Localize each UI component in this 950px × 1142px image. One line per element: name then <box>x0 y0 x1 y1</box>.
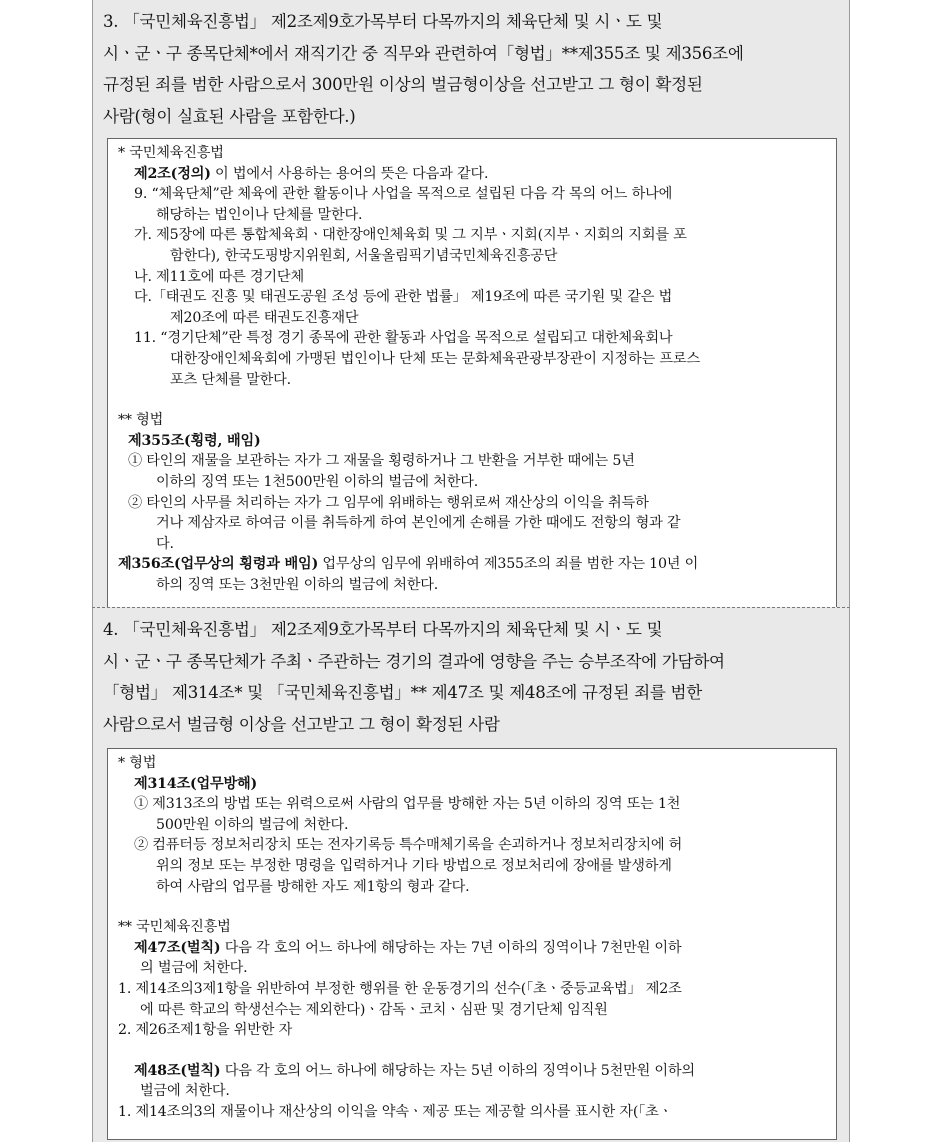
article-title: 제2조(정의) <box>134 165 211 182</box>
paragraph-line: ② 타인의 사무를 처리하는 자가 그 임무에 위배하는 행위로써 재산상의 이익을 취득하 <box>128 494 649 511</box>
item-line: 2. 제26조제1항을 위반한 자 <box>118 1022 293 1039</box>
paragraph-line: ① 제313조의 방법 또는 위력으로써 사람의 업무를 방해한 자는 5년 이하의 징역 또는 1천 <box>134 796 681 813</box>
heading-line: 4. 「국민체육진흥법」 제2조제9호가목부터 다목까지의 체육단체 및 시ㆍ도 및 <box>103 620 663 639</box>
item-line: 대한장애인체육회에 가맹된 법인이나 단체 또는 문화체육관광부장관이 지정하는 프로스 <box>170 350 700 367</box>
article-text: 업무상의 임무에 위배하여 제355조의 죄를 범한 자는 10년 이 <box>318 556 699 573</box>
item-line: 1. 제14조의3의 재물이나 재산상의 이익을 약속ㆍ제공 또는 제공할 의사를 표시한 자(「초ㆍ <box>118 1103 673 1120</box>
article-line: 하의 징역 또는 3천만원 이하의 벌금에 처한다. <box>156 576 439 593</box>
article-line <box>118 164 826 185</box>
paragraph-line: 500만원 이하의 벌금에 처한다. <box>156 816 349 833</box>
footnote-star: * 국민체육진흥법 <box>118 145 224 161</box>
sub-item-line: 가. 제5장에 따른 통합체육회ㆍ대한장애인체육회 및 그 지부ㆍ지회(지부ㆍ지회의 지회를 포 <box>134 227 687 244</box>
paragraph-line: 다. <box>156 535 174 552</box>
heading-line: 「형법」 제314조* 및 「국민체육진흥법」** 제47조 및 제48조에 규정된 죄를 범한 <box>103 683 702 702</box>
paragraph-line: ① 타인의 재물을 보관하는 자가 그 재물을 횡령하거나 그 반환을 거부한 때에는 5년 <box>128 453 635 470</box>
article-title: 제47조(벌칙) <box>134 939 221 956</box>
article-line <box>118 774 826 795</box>
section-4-footnote-box <box>107 748 837 1140</box>
article-title: 제48조(벌칙) <box>134 1062 221 1079</box>
paragraph-line: ② 컴퓨터등 정보처리장치 또는 전자기록등 특수매체기록을 손괴하거나 정보처리장치에 허 <box>134 837 683 854</box>
heading-line: 사람(형이 실효된 사람을 포함한다.) <box>103 106 356 126</box>
section-4 <box>92 607 850 1142</box>
footnote-star: ** 형법 <box>118 412 164 429</box>
article-text: 이 법에서 사용하는 용어의 뜻은 다음과 같다. <box>210 165 489 182</box>
article-line: 의 벌금에 처한다. <box>140 960 248 977</box>
article-line <box>118 1061 826 1082</box>
paragraph-line: 위의 정보 또는 부정한 명령을 입력하거나 기타 방법으로 정보처리에 장애를 발생하게 <box>156 857 672 874</box>
sub-item-line: 나. 제11호에 따른 경기단체 <box>134 268 304 285</box>
article-title: 제314조(업무방해) <box>134 775 258 792</box>
article-text: 다음 각 호의 어느 하나에 해당하는 자는 7년 이하의 징역이나 7천만원 이하 <box>220 939 682 956</box>
paragraph-line: 이하의 징역 또는 1천500만원 이하의 벌금에 처한다. <box>156 473 479 490</box>
heading-line: 시ㆍ군ㆍ구 종목단체가 주최ㆍ주관하는 경기의 결과에 영향을 주는 승부조작에 가담하여 <box>103 651 725 671</box>
article-title: 제356조(업무상의 횡령과 배임) <box>118 556 319 573</box>
heading-line: 3. 「국민체육진흥법」 제2조제9호가목부터 다목까지의 체육단체 및 시ㆍ도 및 <box>103 12 663 31</box>
article-line <box>118 938 826 959</box>
document-page <box>92 0 850 1142</box>
sub-item-line: 함한다), 한국도핑방지위원회, 서울올림픽기념국민체육진흥공단 <box>170 247 558 264</box>
section-4-heading <box>101 614 841 740</box>
paragraph-line: 하여 사람의 업무를 방해한 자도 제1항의 형과 같다. <box>156 878 470 895</box>
footnote-star: * 형법 <box>118 755 157 771</box>
item-line: 해당하는 법인이나 단체를 말한다. <box>156 206 363 223</box>
article-line <box>118 554 826 575</box>
article-line: 벌금에 처한다. <box>140 1083 230 1100</box>
item-line: 1. 제14조의3제1항을 위반하여 부정한 행위를 한 운동경기의 선수(「초ㆍ중등교육법」 제2조 <box>118 980 682 997</box>
sub-item-line: 다.「태권도 진흥 및 태권도공원 조성 등에 관한 법률」 제19조에 따른 국기원 및 같은 법 <box>134 289 673 306</box>
item-line: 포츠 단체를 말한다. <box>170 371 291 388</box>
heading-line: 시ㆍ군ㆍ구 종목단체*에서 재직기간 중 직무와 관련하여「형법」**제355조 및 제356조에 <box>103 43 744 63</box>
item-line: 에 따른 학교의 학생선수는 제외한다)ㆍ감독ㆍ코치ㆍ심판 및 경기단체 임직원 <box>140 1001 608 1018</box>
heading-line: 사람으로서 벌금형 이상을 선고받고 그 형이 확정된 사람 <box>103 714 500 734</box>
paragraph-line: 거나 제삼자로 하여금 이를 취득하게 하여 본인에게 손해를 가한 때에도 전항의 형과 같 <box>156 515 681 532</box>
item-line: 11. “경기단체”란 특정 경기 종목에 관한 활동과 사업을 목적으로 설립되고 대한체육회나 <box>134 330 673 347</box>
heading-line: 규정된 죄를 범한 사람으로서 300만원 이상의 벌금형이상을 선고받고 그 형이 확정된 <box>103 75 703 94</box>
section-3-heading <box>101 6 841 132</box>
footnote-star: ** 국민체육진흥법 <box>118 919 231 936</box>
sub-item-line: 제20조에 따른 태권도진흥재단 <box>170 309 359 326</box>
item-line: 9. “체육단체”란 체육에 관한 활동이나 사업을 목적으로 설립된 다음 각 목의 어느 하나에 <box>134 186 673 203</box>
article-line <box>118 431 826 452</box>
section-3 <box>92 0 850 607</box>
section-3-footnote-box <box>107 138 837 610</box>
article-text: 다음 각 호의 어느 하나에 해당하는 자는 5년 이하의 징역이나 5천만원 이하의 <box>220 1062 695 1079</box>
article-title: 제355조(횡령, 배임) <box>128 432 261 449</box>
